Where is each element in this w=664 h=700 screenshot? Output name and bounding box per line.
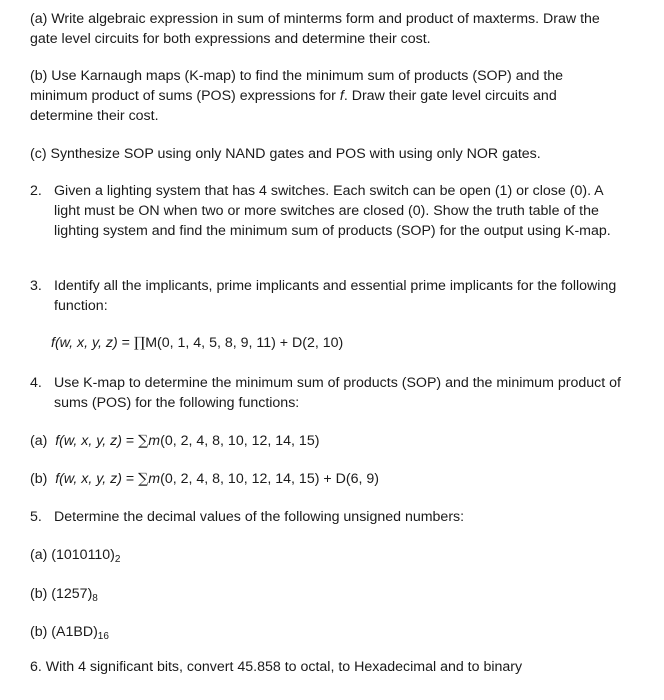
question-5-text: Determine the decimal values of the following unsigned numbers: bbox=[54, 509, 465, 525]
formula-lhs: f(w, x, y, z) bbox=[51, 335, 118, 351]
question-5-part-a bbox=[30, 545, 630, 565]
q1-part-c: (c) Synthesize SOP using only NAND gates and POS with using only NOR gates. bbox=[30, 146, 541, 162]
q1-part-b-pre: (b) Use Karnaugh maps (K-map) to find the minimum sum of products (SOP) and the minimum product of sums (POS) expressions for bbox=[30, 68, 564, 104]
minterm-m: m bbox=[148, 433, 161, 449]
q1-part-b bbox=[30, 66, 620, 126]
base-subscript: 16 bbox=[97, 631, 109, 642]
q1-part-b-post: . Draw their gate level circuits and determine their cost. bbox=[30, 88, 557, 124]
base-subscript: 2 bbox=[114, 554, 121, 565]
question-5 bbox=[30, 507, 630, 527]
formula-eq: = bbox=[117, 335, 134, 351]
question-4-number: 4. bbox=[30, 375, 42, 391]
question-5-part-b bbox=[30, 584, 630, 604]
part-label: (a) bbox=[30, 433, 48, 449]
question-6: 6. With 4 significant bits, convert 45.858 to octal, to Hexadecimal and to binary bbox=[30, 659, 523, 675]
question-4-part-b bbox=[30, 469, 630, 489]
question-3-text: Identify all the implicants, prime implicants and essential prime implicants for the following function: bbox=[54, 278, 617, 314]
q1-part-b-var: f bbox=[339, 88, 344, 104]
number-value: (a) (1010110) bbox=[30, 547, 115, 563]
sum-symbol: ∑ bbox=[138, 433, 149, 449]
question-3-number: 3. bbox=[30, 278, 42, 294]
formula-rhs: (0, 2, 4, 8, 10, 12, 14, 15) + D(6, 9) bbox=[160, 471, 379, 487]
question-2 bbox=[30, 181, 630, 261]
formula-lhs: f(w, x, y, z) bbox=[55, 433, 122, 449]
number-value: (b) (A1BD) bbox=[30, 624, 98, 640]
question-4-part-a bbox=[30, 431, 630, 451]
formula-rhs: M(0, 1, 4, 5, 8, 9, 11) + D(2, 10) bbox=[145, 335, 344, 351]
product-symbol: ∏ bbox=[133, 335, 146, 351]
sum-symbol: ∑ bbox=[138, 471, 149, 487]
formula-eq: = bbox=[121, 433, 139, 449]
formula-lhs: f(w, x, y, z) bbox=[55, 471, 122, 487]
question-4-text: Use K-map to determine the minimum sum of products (SOP) and the minimum product of sums (POS) for the following functions: bbox=[54, 375, 621, 411]
part-label: (b) bbox=[30, 471, 48, 487]
question-4 bbox=[30, 373, 630, 413]
formula-eq: = bbox=[121, 471, 139, 487]
q1-part-a: (a) Write algebraic expression in sum of minterms form and product of maxterms. Draw the gate level circuits for both expressions and determine their cost. bbox=[30, 11, 600, 47]
minterm-m: m bbox=[148, 471, 161, 487]
formula-rhs: (0, 2, 4, 8, 10, 12, 14, 15) bbox=[160, 433, 320, 449]
question-2-text: Given a lighting system that has 4 switches. Each switch can be open (1) or close (0). A light must be ON when two or more switches are closed (0). Show the truth table of the lighting system and find the minimum sum of products (SOP) for the output using K-map. bbox=[54, 183, 611, 239]
question-3-formula bbox=[51, 333, 631, 353]
number-value: (b) (1257) bbox=[30, 586, 93, 602]
base-subscript: 8 bbox=[92, 593, 98, 604]
question-2-number: 2. bbox=[30, 183, 42, 199]
question-5-number: 5. bbox=[30, 509, 42, 525]
question-5-part-c bbox=[30, 622, 630, 642]
question-3 bbox=[30, 276, 630, 316]
